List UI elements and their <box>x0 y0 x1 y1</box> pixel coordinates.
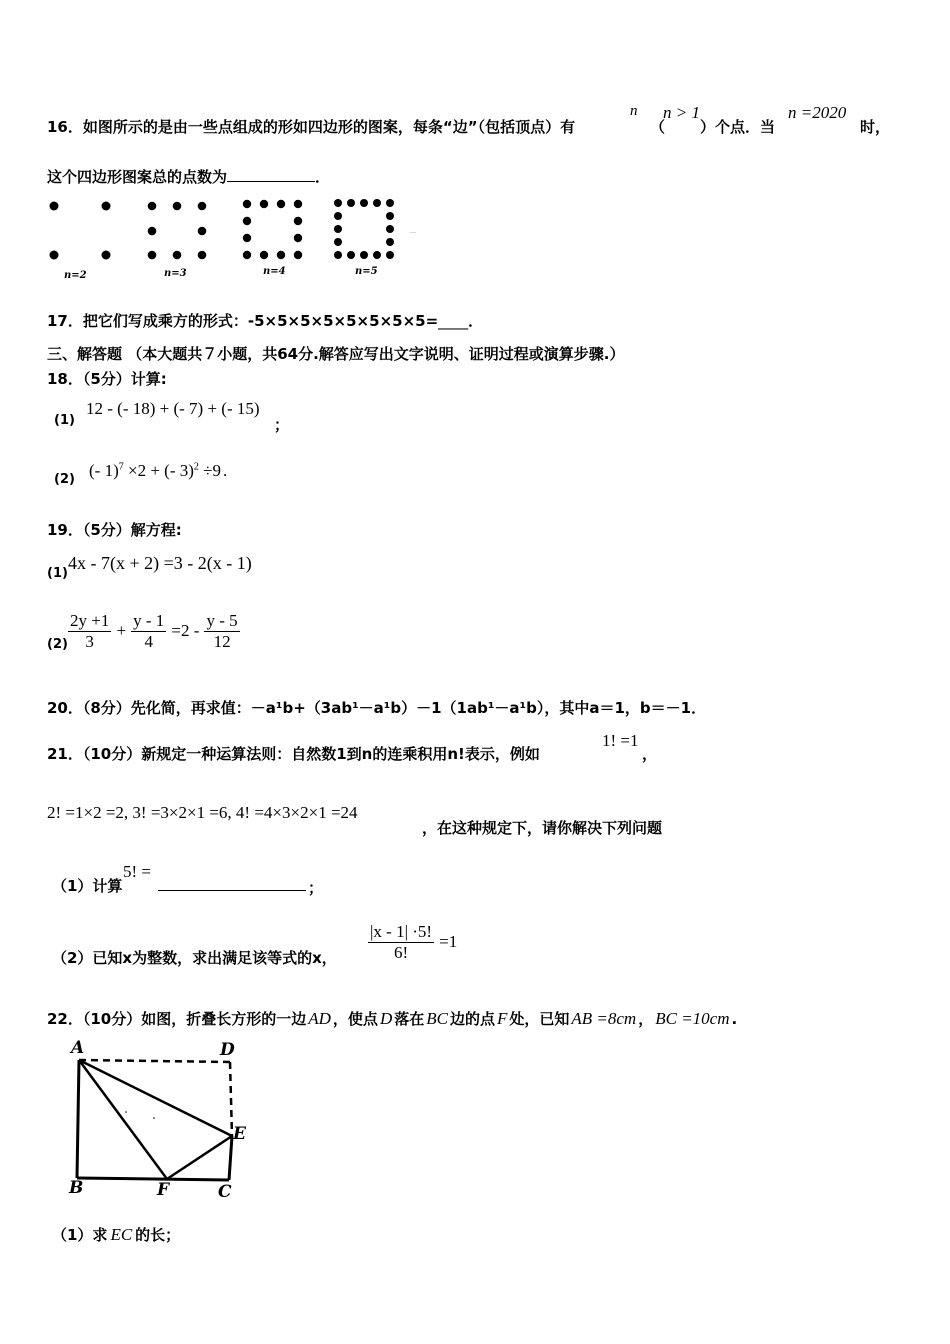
q16-condition: n > 1 <box>663 103 700 122</box>
q18-part1-label: (1) <box>54 413 75 428</box>
vertex-B: B <box>69 1178 84 1198</box>
label-n4: n=4 <box>263 266 286 277</box>
q18-part2-label: (2) <box>54 472 75 487</box>
q21-examples-end: ，在这种规定下，请你解决下列问题 <box>422 819 663 837</box>
factorial-fraction: $\frac{|x - 1| \cdot 5!}{6!}$ <box>370 922 433 962</box>
dots-n3 <box>148 202 207 260</box>
dots-n4 <box>243 200 302 259</box>
q21-examples: 2! =1×2 =2, 3! =3×2×1 =6, 4! =4×3×2×1 =24 <box>47 803 358 822</box>
q21-part2-label: （2）已知x为整数，求出满足该等式的x， <box>52 949 337 967</box>
fraction-3: $\frac{y - 5}{12}$ <box>206 611 238 651</box>
q22-part1: （1）求 EC 的长； <box>52 1225 181 1244</box>
label-n2: n=2 <box>64 270 87 281</box>
q21-part1-expr: 5! = <box>123 862 151 881</box>
fraction-2: $\frac{y - 1}{4}$ <box>133 611 165 651</box>
segment-AF <box>79 1060 167 1179</box>
q16-n-value: n =2020 <box>788 103 847 122</box>
q17-answer-blank[interactable]: ____ <box>438 312 469 330</box>
label-n3: n=3 <box>164 268 187 279</box>
vertex-F: F <box>157 1180 170 1200</box>
q19-part2-expr: $\frac{2y +1}{3}$ + $\frac{y - 1}{4}$ =2 - $\frac{y - 5}{12}$ <box>70 611 238 651</box>
q22-title: 22．（10分）如图，折叠长方形的一边 AD ，使点 D 落在 BC 边的点 F 处，已知 AB =8cm ， BC =10cm . <box>47 1009 738 1028</box>
q21-title-end: ， <box>642 745 658 763</box>
dots-n2 <box>50 202 111 260</box>
q18-title: 18．（5分）计算: <box>47 370 167 388</box>
q16-line2: 这个四边形图案总的点数为 ． <box>47 168 331 186</box>
q21-part1-end: ； <box>308 879 324 897</box>
q19-title: 19．（5分）解方程: <box>47 521 182 539</box>
segment-FE <box>167 1136 232 1179</box>
q16-line1-end: 时， <box>860 118 891 136</box>
q16-paren-left: （ <box>650 118 666 136</box>
q21-part1-label: （1）计算 <box>52 877 123 895</box>
q18-part1-end: ； <box>274 416 290 434</box>
q18-part2-expr: (- 1)$^7$ ×2 + (- 3)$^2$ ÷9 . <box>89 461 228 480</box>
dashed-AD <box>79 1060 230 1062</box>
q21-example1: 1! =1 <box>602 731 639 750</box>
q18-part1-expr: 12 - (- 18) + (- 7) + (- 15) <box>86 399 260 418</box>
q21-title: 21．（10分）新规定一种运算法则：自然数1到n的连乘积用n!表示，例如 <box>47 745 540 763</box>
section-3-heading: 三、解答题 （本大题共７小题，共64分.解答应写出文字说明、证明过程或演算步骤.） <box>47 345 625 363</box>
q16-paren-right: ）个点．当 <box>700 118 776 136</box>
q21-part2-expr: $\frac{|x - 1| \cdot 5!}{6!}$ =1 <box>370 922 458 962</box>
q21-part1-blank[interactable] <box>158 876 306 891</box>
vertex-E: E <box>233 1124 246 1144</box>
side-BC <box>77 1178 229 1180</box>
q16-tiny-mark: … <box>410 228 416 235</box>
side-CE <box>229 1136 232 1180</box>
q20: 20．（8分）先化简，再求值：－a¹b+（3ab¹－a¹b）－1（1ab¹－a¹b），其中a＝1，b＝－1． <box>47 699 707 717</box>
side-AB <box>77 1060 79 1178</box>
dashed-DE <box>230 1062 232 1136</box>
dots-n5 <box>334 199 394 259</box>
q16-line1: 16．如图所示的是由一些点组成的形如四边形的图案，每条“边”（包括顶点）有 <box>47 118 576 136</box>
q16-answer-blank[interactable] <box>227 167 315 182</box>
q19-part1-label: (1) <box>47 566 68 581</box>
fraction-1: $\frac{2y +1}{3}$ <box>70 611 110 651</box>
q17: 17．把它们写成乘方的形式：-5×5×5×5×5×5×5×5=____． <box>47 312 484 330</box>
q19-part1-expr: 4x - 7(x + 2) =3 - 2(x - 1) <box>68 553 252 573</box>
q19-part2-label: (2) <box>47 637 68 652</box>
vertex-A: A <box>71 1038 85 1058</box>
vertex-D: D <box>220 1040 235 1060</box>
q16-n: n <box>630 103 638 119</box>
vertex-C: C <box>218 1182 232 1202</box>
segment-AE <box>79 1060 232 1136</box>
label-n5: n=5 <box>355 266 378 277</box>
